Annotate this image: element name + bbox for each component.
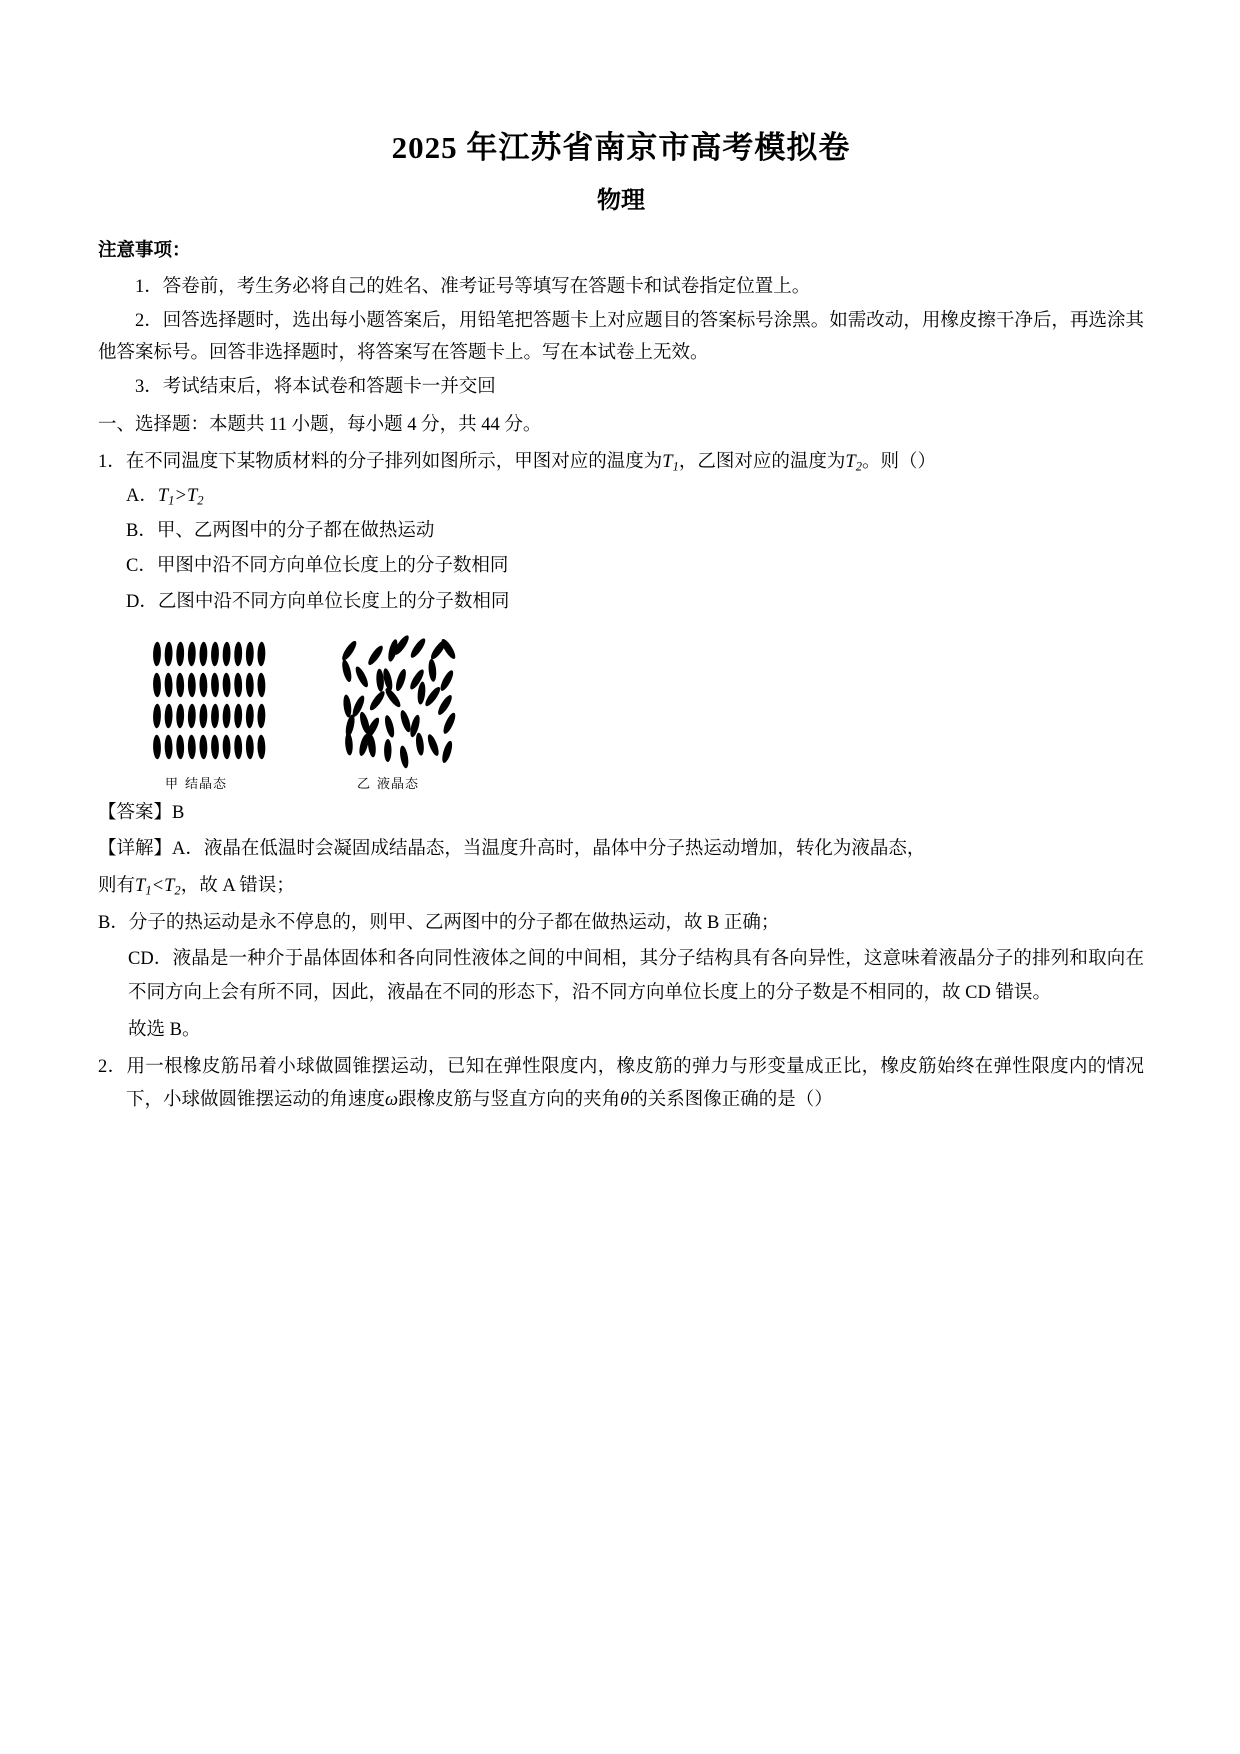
question-1-explanation-a-cont [98, 870, 1144, 904]
figure-right-tag: 乙 [357, 775, 372, 791]
question-1-explanation-a [98, 833, 1144, 867]
question-2-text-b: 跟橡皮筋与竖直方向的夹角 [398, 1090, 621, 1111]
answer-value: B [172, 803, 185, 824]
question-1-text-part2: ，乙图对应的温度为 [678, 452, 846, 473]
question-1-var-T2: $T_2$ [845, 452, 862, 474]
question-1-figure [98, 634, 1144, 792]
question-2-var-omega: ω [385, 1090, 399, 1111]
question-2-stem [98, 1051, 1144, 1117]
question-1-text-part3: 。则（ [861, 452, 918, 473]
liquid-crystal-molecules-diagram [335, 634, 475, 774]
figure-caption-right [335, 776, 475, 792]
notice-item-2: 2．回答选择题时，选出每小题答案后，用铅笔把答题卡上对应题目的答案标号涂黑。如需改动，用橡皮擦干净后，再选涂其他答案标号。回答非选择题时，将答案写在答题卡上。写在本试卷上无效。 [98, 310, 1144, 363]
figure-right-text: 液晶态 [377, 775, 420, 791]
section-heading: 一、选择题：本题共 11 小题，每小题 4 分，共 44 分。 [98, 415, 542, 436]
question-1-option-d[interactable] [98, 585, 1144, 620]
explanation-text-b: B．分子的热运动是永不停息的，则甲、乙两图中的分子都在做热运动，故 B 正确； [98, 912, 780, 933]
explanation-text-a2: 则有 [98, 875, 136, 896]
explanation-text-cd: CD．液晶是一种介于晶体固体和各向同性液体之间的中间相，其分子结构具有各向异性，这意味着液晶分子的排列和取向在不同方向上会有所不同，因此，液晶在不同的形态下，沿不同方向单位长度上的分子数是不相同的，故 CD 错误。 [128, 949, 1144, 1003]
question-1-explanation-cd [98, 943, 1144, 1010]
figure-panel-liquid-crystal [335, 634, 475, 792]
crystalline-molecules-diagram [143, 634, 283, 774]
explanation-text-a: A．液晶在低温时会凝固成结晶态，当温度升高时，晶体中分子热运动增加，转化为液晶态， [172, 839, 926, 860]
option-c-label: C． [126, 556, 157, 577]
notice-item-3: 3．考试结束后，将本试卷和答题卡一并交回 [135, 376, 496, 397]
question-1-explanation-final [98, 1014, 1144, 1048]
option-a-label: A． [126, 486, 158, 507]
question-2-number: 2． [98, 1057, 127, 1078]
question-1-answer [98, 797, 1144, 830]
answer-label: 【答案】 [98, 803, 173, 824]
option-b-text: 甲、乙两图中的分子都在做热运动 [156, 521, 435, 542]
figure-left-tag: 甲 [165, 775, 180, 791]
page-content [98, 128, 1144, 1117]
question-2-text-d: ） [814, 1090, 833, 1111]
figure-caption-left [143, 776, 283, 792]
option-a-formula: $T_1>T_2$ [157, 486, 204, 508]
figure-left-text: 结晶态 [185, 775, 228, 791]
question-2-text-c: 的关系图像正确的是（ [629, 1090, 815, 1111]
question-1-option-a[interactable] [98, 479, 1144, 514]
explanation-label: 【详解】 [98, 839, 173, 860]
option-b-label: B． [126, 521, 157, 542]
explanation-text-a3: ，故 A 错误； [180, 875, 295, 896]
question-1-option-c[interactable] [98, 549, 1144, 584]
question-1-option-b[interactable] [98, 514, 1144, 549]
question-2-var-theta: θ [620, 1090, 630, 1111]
notice-item-1: 1．答卷前，考生务必将自己的姓名、准考证号等填写在答题卡和试卷指定位置上。 [135, 277, 811, 298]
notices-heading: 注意事项： [98, 241, 191, 262]
question-1-text-part4: ） [917, 452, 937, 473]
question-1-number: 1． [98, 452, 126, 473]
question-1-text-part1: 在不同温度下某物质材料的分子排列如图所示，甲图对应的温度为 [125, 452, 663, 473]
question-2-text-a: 用一根橡皮筋吊着小球做圆锥摆运动，已知在弹性限度内，橡皮筋的弹力与形变量成正比，橡皮筋始终在弹性限度内的情况下，小球做圆锥摆运动的角速度 [126, 1057, 1144, 1111]
question-1-var-T1: $T_1$ [662, 452, 679, 474]
question-1-explanation-b [98, 907, 1144, 941]
explanation-text-final: 故选 B。 [128, 1019, 201, 1040]
option-d-label: D． [126, 591, 158, 612]
subject-title: 物理 [597, 188, 645, 215]
page-title: 2025 年江苏省南京市高考模拟卷 [391, 130, 851, 165]
question-1-stem [98, 446, 1144, 479]
option-d-text: 乙图中沿不同方向单位长度上的分子数相同 [157, 591, 510, 612]
explanation-formula-T1-lt-T2: $T_1<T_2$ [135, 875, 181, 898]
figure-panel-crystalline [143, 634, 283, 792]
option-c-text: 甲图中沿不同方向单位长度上的分子数相同 [156, 556, 509, 577]
